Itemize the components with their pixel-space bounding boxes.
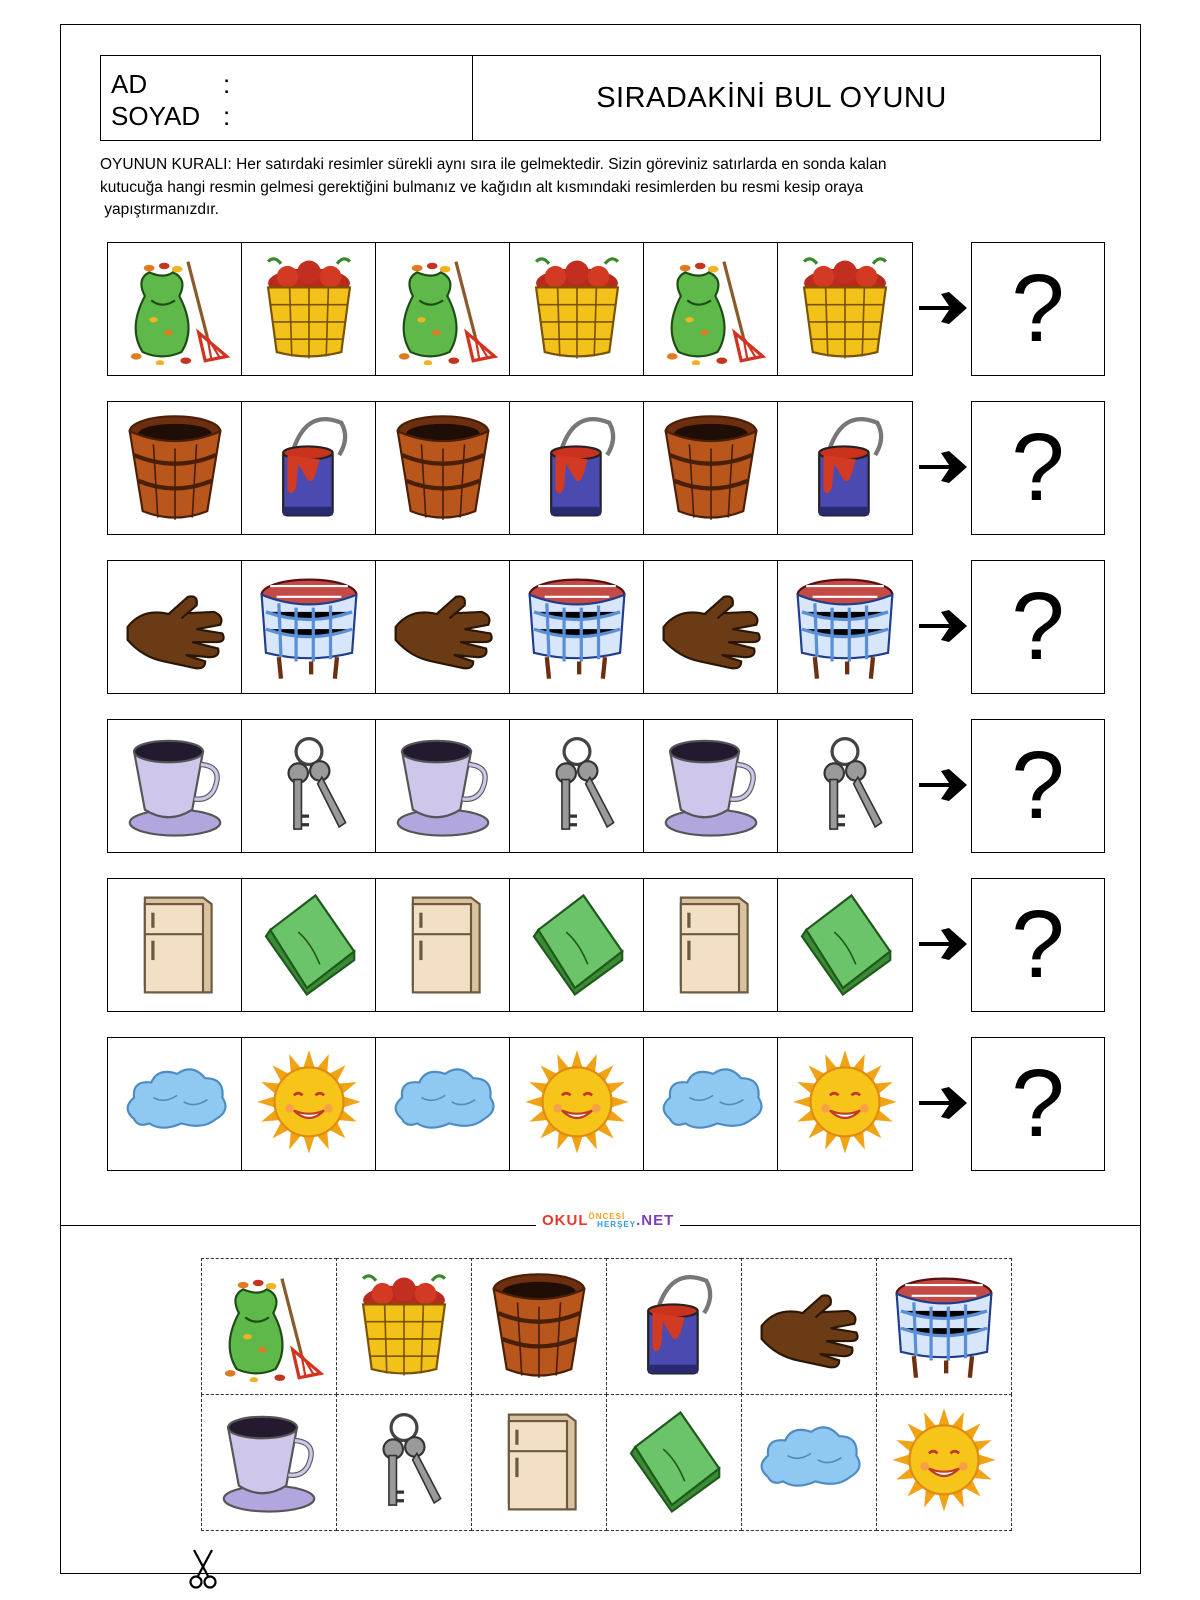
paint-can-icon <box>618 1270 730 1382</box>
name-colon: : <box>223 69 231 99</box>
pattern-cell <box>778 720 912 852</box>
leaf-bag-icon <box>655 253 767 365</box>
cutout-picture[interactable] <box>201 1258 337 1395</box>
pattern-cell <box>510 720 644 852</box>
pattern-cell <box>510 402 644 534</box>
arrow-right-icon <box>915 1083 971 1123</box>
cloud-icon <box>753 1406 865 1518</box>
glove-icon <box>387 571 499 683</box>
answer-box[interactable]: ? <box>971 401 1105 535</box>
pattern-cell <box>376 720 510 852</box>
pattern-cell <box>108 402 242 534</box>
towel-icon <box>789 889 901 1001</box>
keys-icon <box>253 730 365 842</box>
glove-icon <box>119 571 231 683</box>
arrow-right-icon <box>915 447 971 487</box>
pattern-cell <box>778 879 912 1011</box>
scissors-icon <box>186 1548 220 1590</box>
cup-icon <box>119 730 231 842</box>
cutout-picture[interactable] <box>201 1394 337 1531</box>
pattern-cells <box>107 1037 913 1171</box>
pattern-cell <box>108 879 242 1011</box>
paint-can-icon <box>789 412 901 524</box>
pattern-cell <box>108 243 242 375</box>
cup-icon <box>387 730 499 842</box>
pattern-cell <box>644 561 778 693</box>
keys-icon <box>789 730 901 842</box>
pattern-cell <box>242 561 376 693</box>
keys-icon <box>521 730 633 842</box>
table-icon <box>888 1270 1000 1382</box>
pattern-cell <box>778 1038 912 1170</box>
arrow-right-icon <box>915 924 971 964</box>
cutout-picture[interactable] <box>876 1394 1012 1531</box>
pattern-cell <box>510 561 644 693</box>
cloud-icon <box>119 1048 231 1160</box>
pattern-cell <box>644 720 778 852</box>
pattern-cells <box>107 560 913 694</box>
pattern-cells <box>107 401 913 535</box>
bucket-icon <box>387 412 499 524</box>
answer-box[interactable]: ? <box>971 878 1105 1012</box>
pattern-cell <box>242 402 376 534</box>
cup-icon <box>655 730 767 842</box>
pattern-cell <box>108 1038 242 1170</box>
site-logo: $OKUL^{ÖNCESİ}HERŞEY.NET$ <box>536 1212 680 1229</box>
pattern-cell <box>242 879 376 1011</box>
sun-icon <box>888 1406 1000 1518</box>
cloud-icon <box>655 1048 767 1160</box>
answer-box[interactable]: ? <box>971 719 1105 853</box>
leaf-bag-icon <box>213 1270 325 1382</box>
pattern-cell <box>376 879 510 1011</box>
pattern-cell <box>376 243 510 375</box>
cutout-picture[interactable] <box>876 1258 1012 1395</box>
table-icon <box>789 571 901 683</box>
pattern-cell <box>778 243 912 375</box>
pattern-cell <box>510 879 644 1011</box>
pattern-cell <box>644 243 778 375</box>
answer-box[interactable]: ? <box>971 1037 1105 1171</box>
paint-can-icon <box>253 412 365 524</box>
sun-icon <box>789 1048 901 1160</box>
pattern-cell <box>242 243 376 375</box>
worksheet-title: SIRADAKİNİ BUL OYUNU <box>596 81 947 114</box>
surname-label: SOYAD <box>111 101 201 131</box>
pattern-cell <box>376 1038 510 1170</box>
pattern-cell <box>510 243 644 375</box>
pattern-cell <box>376 561 510 693</box>
arrow-right-icon <box>915 288 971 328</box>
paint-can-icon <box>521 412 633 524</box>
bucket-icon <box>119 412 231 524</box>
pattern-cell <box>778 402 912 534</box>
rules-line-1: OYUNUN KURALI: Her satırdaki resimler sürekli aynı sıra ile gelmektedir. Sizin göreviniz satırlarda en sonda kalan <box>100 156 887 173</box>
pattern-cells <box>107 719 913 853</box>
leaf-bag-icon <box>119 253 231 365</box>
leaf-bag-icon <box>387 253 499 365</box>
cloud-icon <box>387 1048 499 1160</box>
bucket-icon <box>655 412 767 524</box>
apple-basket-icon <box>521 253 633 365</box>
keys-icon <box>348 1406 460 1518</box>
pattern-cell <box>644 1038 778 1170</box>
cutout-picture[interactable] <box>336 1258 472 1395</box>
bucket-icon <box>483 1270 595 1382</box>
cutout-picture[interactable] <box>471 1394 607 1531</box>
towel-icon <box>253 889 365 1001</box>
name-label: AD <box>111 69 148 99</box>
glove-icon <box>753 1270 865 1382</box>
cutout-picture[interactable] <box>606 1258 742 1395</box>
fridge-icon <box>387 889 499 1001</box>
pattern-cell <box>242 720 376 852</box>
arrow-right-icon <box>915 606 971 646</box>
fridge-icon <box>655 889 767 1001</box>
apple-basket-icon <box>348 1270 460 1382</box>
name-fields <box>101 56 473 140</box>
sun-icon <box>253 1048 365 1160</box>
towel-icon <box>618 1406 730 1518</box>
answer-box[interactable]: ? <box>971 242 1105 376</box>
pattern-cell <box>376 402 510 534</box>
fridge-icon <box>483 1406 595 1518</box>
cutout-picture[interactable] <box>741 1258 877 1395</box>
pattern-cell <box>644 402 778 534</box>
apple-basket-icon <box>789 253 901 365</box>
glove-icon <box>655 571 767 683</box>
cutout-picture[interactable] <box>471 1258 607 1395</box>
pattern-cell <box>242 1038 376 1170</box>
apple-basket-icon <box>253 253 365 365</box>
sun-icon <box>521 1048 633 1160</box>
pattern-cells <box>107 878 913 1012</box>
cup-icon <box>213 1406 325 1518</box>
pattern-cells <box>107 242 913 376</box>
cutout-picture[interactable] <box>336 1394 472 1531</box>
arrow-right-icon <box>915 765 971 805</box>
pattern-cell <box>108 561 242 693</box>
table-icon <box>253 571 365 683</box>
worksheet-header <box>100 55 1101 141</box>
cutout-picture[interactable] <box>741 1394 877 1531</box>
towel-icon <box>521 889 633 1001</box>
cutout-picture[interactable] <box>606 1394 742 1531</box>
answer-box[interactable]: ? <box>971 560 1105 694</box>
rules-line-2: kutucuğa hangi resmin gelmesi gerektiğini bulmanız ve kağıdın alt kısmındaki resimlerden bu resmi kesip oraya <box>100 178 864 196</box>
pattern-cell <box>510 1038 644 1170</box>
pattern-cell <box>644 879 778 1011</box>
surname-colon: : <box>223 101 231 131</box>
rules-line-3: yapıştırmanızdır. <box>100 201 219 218</box>
table-icon <box>521 571 633 683</box>
rules-text <box>100 154 1040 222</box>
pattern-cell <box>108 720 242 852</box>
fridge-icon <box>119 889 231 1001</box>
cutout-pictures <box>201 1258 1011 1530</box>
pattern-cell <box>778 561 912 693</box>
